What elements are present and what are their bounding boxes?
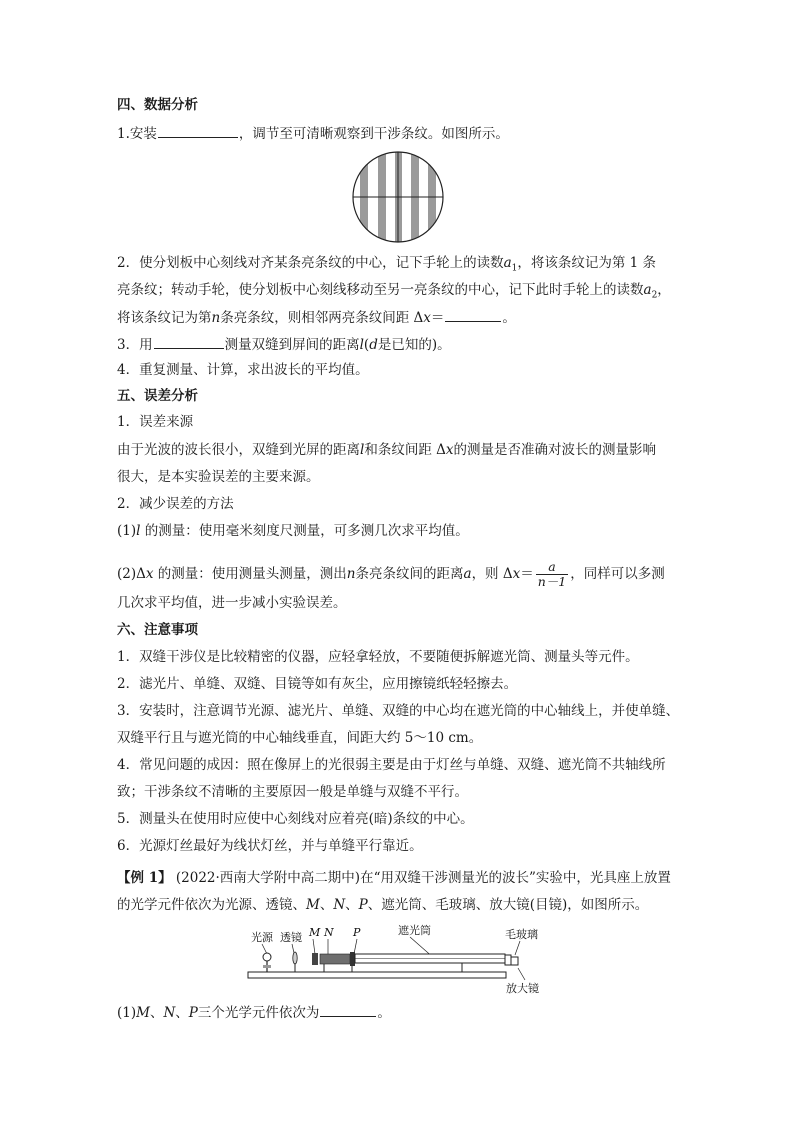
- method-1: (1)l 的测量：使用毫米刻度尺测量，可多测几次求平均值。: [117, 523, 469, 539]
- light-source: [263, 953, 271, 961]
- frosted-screen: [505, 955, 511, 965]
- label-screen: 毛玻璃: [505, 928, 538, 941]
- error-source-line-1: 由于光波的波长很小，双缝到光屏的距离l和条纹间距 Δx的测量是否准确对波长的测量影响: [117, 442, 656, 458]
- example-1-line-2: 的光学元件依次为光源、透镜、M、N、P、遮光筒、毛玻璃、放大镜(目镜)，如图所示。: [117, 897, 649, 913]
- precaution-1: 1．双缝干涉仪是比较精密的仪器，应轻拿轻放，不要随便拆解遮光筒、测量头等元件。: [117, 649, 639, 665]
- section-heading-precautions: 六、注意事项: [117, 622, 198, 638]
- element-P: [350, 952, 355, 966]
- fraction: $\frac{a}{n-1}$: [537, 559, 567, 589]
- label-magnifier: 放大镜: [506, 982, 539, 995]
- element-M: [312, 953, 318, 965]
- fringe-pattern-figure: [352, 151, 444, 243]
- error-source-line-2: 很大，是本实验误差的主要来源。: [117, 469, 320, 485]
- answer-blank[interactable]: [445, 308, 501, 322]
- label-P: P: [353, 926, 361, 939]
- element-N: [320, 954, 350, 964]
- method-2-line-2: 几次求平均值，进一步减小实验误差。: [117, 595, 347, 611]
- precaution-5: 5．测量头在使用时应使中心刻线对应着亮(暗)条纹的中心。: [117, 811, 474, 827]
- precaution-3-line-1: 3．安装时，注意调节光源、滤光片、单缝、双缝的中心均在遮光筒的中心轴线上，并使单缝、: [117, 703, 680, 719]
- method-2-line-1: (2)Δx 的测量：使用测量头测量，测出n条亮条纹间的距离a，则 Δx＝ $\frac{a}{n-1}$ ，同样可以多测: [117, 559, 665, 589]
- precaution-2: 2．滤光片、单缝、双缝、目镜等如有灰尘，应用擦镜纸轻轻擦去。: [117, 676, 518, 692]
- answer-blank[interactable]: [320, 1003, 376, 1017]
- subheading-reduce-error: 2．减少误差的方法: [117, 496, 234, 512]
- step-3: 3．用 测量双缝到屏间的距离l(d是已知的)。: [117, 337, 451, 353]
- answer-blank[interactable]: [154, 335, 224, 349]
- label-N: N: [324, 926, 334, 939]
- lens: [293, 952, 297, 964]
- magnifier-eyepiece: [511, 957, 518, 965]
- step-2-line-2: 亮条纹；转动手轮，使分划板中心刻线移动至另一亮条纹的中心，记下此时手轮上的读数$a_2$，: [117, 282, 671, 301]
- bench-rail: [248, 972, 506, 978]
- label-tube: 遮光筒: [398, 924, 431, 937]
- subheading-error-source: 1．误差来源: [117, 414, 194, 430]
- section-heading-error-analysis: 五、误差分析: [117, 388, 198, 404]
- example-tag: 【例 1】: [117, 870, 172, 886]
- precaution-4-line-2: 致；干涉条纹不清晰的主要原因一般是单缝与双缝不平行。: [117, 784, 468, 800]
- optical-bench-diagram: [240, 920, 560, 1002]
- precaution-3-line-2: 双缝平行且与遮光筒的中心轴线垂直，间距大约 5～10 cm。: [117, 730, 483, 746]
- example-1-line-1: 【例 1】 (2022·西南大学附中高二期中)在“用双缝干涉测量光的波长”实验中，光具座上放置: [117, 870, 671, 886]
- label-light-source: 光源: [251, 931, 273, 944]
- step-1-install: 1.安装 ，调节至可清晰观察到干涉条纹。如图所示。: [117, 126, 509, 142]
- section-heading-data-analysis: 四、数据分析: [117, 97, 198, 113]
- step-2-line-1: 2．使分划板中心刻线对齐某条亮条纹的中心，记下手轮上的读数$a_1$，将该条纹记为第 1 条: [117, 255, 657, 274]
- precaution-4-line-1: 4．常见问题的成因：照在像屏上的光很弱主要是由于灯丝与单缝、双缝、遮光筒不共轴线所: [117, 757, 666, 773]
- step-4: 4．重复测量、计算，求出波长的平均值。: [117, 362, 369, 378]
- step-2-line-3: 将该条纹记为第n条亮条纹，则相邻两亮条纹间距 Δx＝ 。: [117, 310, 516, 326]
- label-M: M: [309, 926, 321, 939]
- label-lens: 透镜: [280, 931, 302, 944]
- precaution-6: 6．光源灯丝最好为线状灯丝，并与单缝平行靠近。: [117, 838, 423, 854]
- question-1: (1)M、N、P三个光学元件依次为 。: [117, 1005, 391, 1021]
- answer-blank[interactable]: [158, 124, 238, 138]
